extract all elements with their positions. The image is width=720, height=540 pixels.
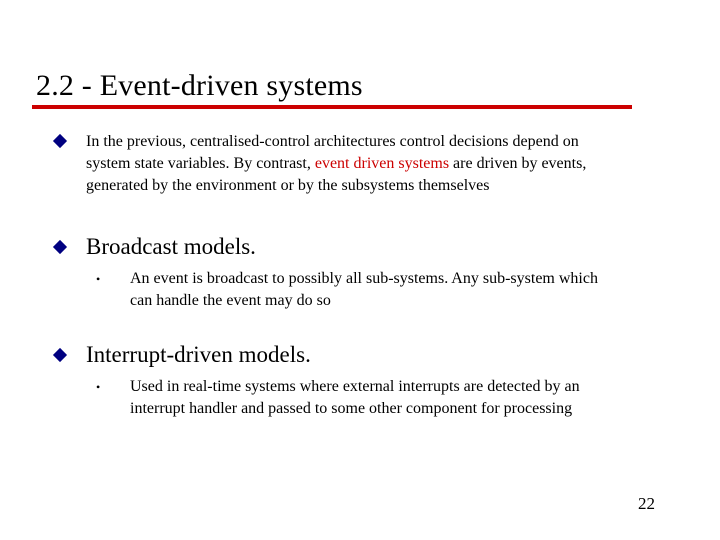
interrupt-description <box>130 376 580 420</box>
sub-bullet-dot: • <box>96 272 101 286</box>
title-underline <box>32 105 632 109</box>
intro-line-2 <box>86 153 586 175</box>
broadcast-heading: Broadcast models. <box>86 234 256 259</box>
highlight-event-driven-systems: event driven systems <box>314 155 450 172</box>
interrupt-line-2: interrupt handler and passed to some other component for processing <box>130 400 573 417</box>
broadcast-description <box>130 268 598 312</box>
diamond-bullet-icon <box>53 348 67 362</box>
intro-paragraph <box>86 131 586 197</box>
broadcast-line-2: can handle the event may do so <box>130 292 331 309</box>
intro-line-2-start: system state variables. By contrast, <box>86 155 315 172</box>
interrupt-line-1: Used in real-time systems where external interrupts are detected by an <box>130 378 580 395</box>
intro-line-2-end: are driven by events, <box>449 155 587 172</box>
diamond-bullet-icon <box>53 240 67 254</box>
broadcast-line-1: An event is broadcast to possibly all sub-systems. Any sub-system which <box>130 270 598 287</box>
interrupt-heading: Interrupt-driven models. <box>86 342 311 367</box>
intro-line-3: generated by the environment or by the subsystems themselves <box>86 177 490 194</box>
slide-title: 2.2 - Event-driven systems <box>36 69 363 102</box>
page-number: 22 <box>638 494 655 513</box>
intro-line-1: In the previous, centralised-control architectures control decisions depend on <box>86 133 579 150</box>
sub-bullet-dot: • <box>96 380 101 394</box>
diamond-bullet-icon <box>53 134 67 148</box>
